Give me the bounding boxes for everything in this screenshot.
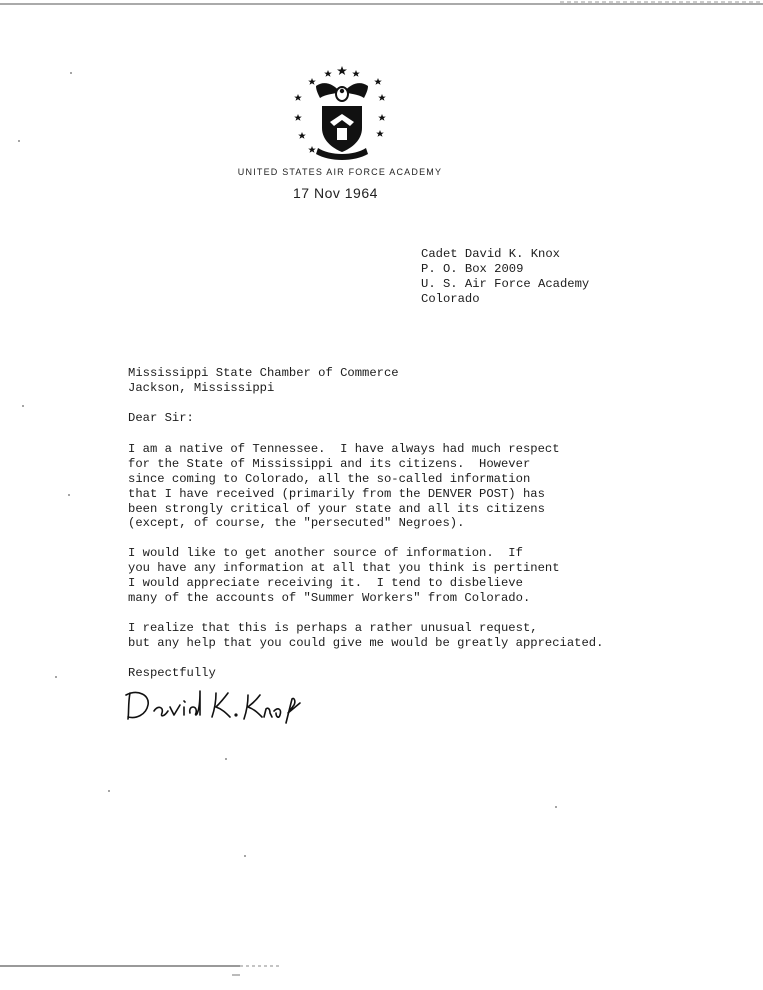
- handwritten-signature: [124, 683, 304, 731]
- sender-address-line: Colorado: [421, 292, 480, 306]
- scan-speck: [18, 140, 20, 142]
- body-line: I would appreciate receiving it. I tend to disbelieve: [128, 576, 523, 590]
- sender-address-line: P. O. Box 2009: [421, 262, 524, 276]
- scan-speck: [108, 790, 110, 792]
- recipient-address-line: Jackson, Mississippi: [128, 381, 275, 395]
- scan-speck: [55, 676, 57, 678]
- body-line: that I have received (primarily from the DENVER POST) has: [128, 487, 545, 501]
- body-line: I realize that this is perhaps a rather unusual request,: [128, 621, 538, 635]
- scan-speck: [68, 494, 70, 496]
- sender-address-line: U. S. Air Force Academy: [421, 277, 590, 291]
- scan-speck: [244, 855, 246, 857]
- closing: Respectfully: [128, 666, 216, 680]
- scan-speck: [555, 806, 557, 808]
- body-line: (except, of course, the "persecuted" Negroes).: [128, 516, 465, 530]
- scan-speck: [22, 405, 24, 407]
- body-line: for the State of Mississippi and its citizens. However: [128, 457, 531, 471]
- bottom-edge-rule: [0, 960, 763, 980]
- recipient-address-line: Mississippi State Chamber of Commerce: [128, 366, 399, 380]
- sender-address-line: Cadet David K. Knox: [421, 247, 560, 261]
- letter-date: 17 Nov 1964: [293, 185, 378, 201]
- body-line: but any help that you could give me would be greatly appreciated.: [128, 636, 604, 650]
- body-line: been strongly critical of your state and all its citizens: [128, 502, 545, 516]
- scan-speck: [70, 72, 72, 74]
- salutation: Dear Sir:: [128, 411, 194, 425]
- body-line: I would like to get another source of information. If: [128, 546, 523, 560]
- scan-speck: [225, 758, 227, 760]
- top-edge-rule: [0, 0, 763, 6]
- body-line: since coming to Colorado, all the so-called information: [128, 472, 531, 486]
- body-line: you have any information at all that you think is pertinent: [128, 561, 560, 575]
- letterhead-institution: UNITED STATES AIR FORCE ACADEMY: [237, 167, 443, 177]
- body-line: I am a native of Tennessee. I have always had much respect: [128, 442, 560, 456]
- air-force-academy-seal-icon: [290, 64, 395, 164]
- body-line: many of the accounts of "Summer Workers" from Colorado.: [128, 591, 531, 605]
